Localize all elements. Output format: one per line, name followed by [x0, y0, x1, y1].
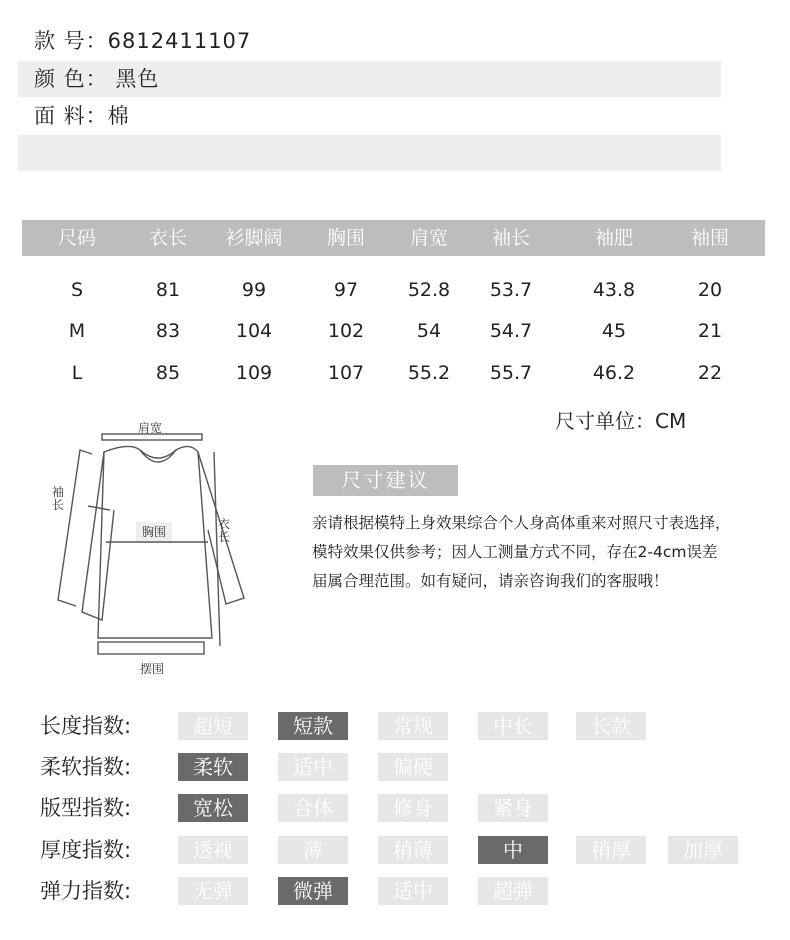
- index-option: 短款: [278, 712, 348, 740]
- shoulder-label: 肩宽: [138, 421, 163, 435]
- size-table-cell: 46.2: [592, 362, 636, 384]
- fabric-value: 面 料：棉: [34, 104, 130, 128]
- index-option: 加厚: [668, 836, 738, 864]
- size-table-cell: 104: [235, 320, 273, 342]
- size-header-cell: 衣长: [148, 227, 188, 249]
- color-row: [18, 61, 721, 97]
- size-advice-title: 尺寸建议: [313, 465, 458, 496]
- size-table-cell: 55.7: [489, 362, 533, 384]
- size-table-cell: 43.8: [592, 279, 636, 301]
- length-label: 衣 长: [218, 517, 231, 544]
- fabric-row: [18, 98, 721, 134]
- size-table-cell: 54: [416, 320, 442, 342]
- size-table-cell: L: [71, 362, 83, 384]
- chest-label: 胸围: [136, 522, 172, 541]
- index-option: 合体: [278, 794, 348, 822]
- size-table-cell: 52.8: [407, 279, 451, 301]
- size-table-cell: 21: [697, 320, 723, 342]
- size-unit: 尺寸单位：CM: [555, 409, 687, 433]
- index-option: 适中: [278, 753, 348, 781]
- size-header-cell: 袖长: [491, 227, 531, 249]
- size-table-cell: 107: [327, 362, 365, 384]
- size-header-cell: 胸围: [326, 227, 366, 249]
- index-option: 无弹: [178, 877, 248, 905]
- garment-diagram: [40, 410, 260, 680]
- size-header-cell: 袖肥: [594, 227, 634, 249]
- garment-outline: [40, 410, 260, 680]
- size-table-cell: 109: [235, 362, 273, 384]
- size-table-cell: 55.2: [407, 362, 451, 384]
- size-table-cell: 20: [697, 279, 723, 301]
- index-option: 适中: [378, 877, 448, 905]
- size-header-cell: 袖围: [690, 227, 730, 249]
- size-table-cell: 99: [241, 279, 267, 301]
- index-option: 薄: [278, 836, 348, 864]
- index-option: 稍薄: [378, 836, 448, 864]
- size-table-cell: 53.7: [489, 279, 533, 301]
- size-table-cell: 83: [155, 320, 181, 342]
- style-number: 款 号：6812411107: [34, 29, 252, 53]
- color-value: 颜 色： 黑色: [34, 67, 160, 91]
- sleeve-label: 袖 长: [52, 485, 65, 512]
- hem-label: 摆围: [140, 662, 165, 676]
- size-header-cell: 肩宽: [409, 227, 449, 249]
- size-table-header: [22, 220, 765, 256]
- index-option: 透视: [178, 836, 248, 864]
- index-option: 修身: [378, 794, 448, 822]
- index-option: 柔软: [178, 753, 248, 781]
- empty-row: [18, 135, 721, 171]
- index-option: 超弹: [478, 877, 548, 905]
- size-table-cell: 54.7: [489, 320, 533, 342]
- size-table-cell: 81: [155, 279, 181, 301]
- style-number-row: [18, 23, 721, 59]
- size-header-cell: 衫脚阔: [225, 227, 283, 249]
- size-advice-text: 亲请根据模特上身效果综合个人身高体重来对照尺寸表选择，模特效果仅供参考；因人工测量方式不同，存在2-4cm误差届属合理范围。如有疑问，请亲咨询我们的客服哦！: [312, 514, 731, 590]
- size-table-cell: 85: [155, 362, 181, 384]
- index-label: 版型指数:: [40, 796, 132, 820]
- index-option: 中: [478, 836, 548, 864]
- index-option: 紧身: [478, 794, 548, 822]
- index-label: 柔软指数:: [40, 755, 132, 779]
- size-table-cell: 102: [327, 320, 365, 342]
- index-option: 长款: [576, 712, 646, 740]
- size-table-cell: 22: [697, 362, 723, 384]
- size-table-cell: S: [70, 279, 84, 301]
- size-table-cell: 45: [601, 320, 627, 342]
- index-option: 中长: [478, 712, 548, 740]
- index-option: 超短: [178, 712, 248, 740]
- size-header-cell: 尺码: [57, 227, 97, 249]
- index-label: 长度指数:: [40, 714, 132, 738]
- size-table-cell: 97: [333, 279, 359, 301]
- size-table-cell: M: [68, 320, 86, 342]
- index-option: 稍厚: [576, 836, 646, 864]
- index-option: 常规: [378, 712, 448, 740]
- index-option: 偏硬: [378, 753, 448, 781]
- index-option: 微弹: [278, 877, 348, 905]
- index-label: 厚度指数:: [40, 838, 132, 862]
- index-label: 弹力指数:: [40, 879, 132, 903]
- index-option: 宽松: [178, 794, 248, 822]
